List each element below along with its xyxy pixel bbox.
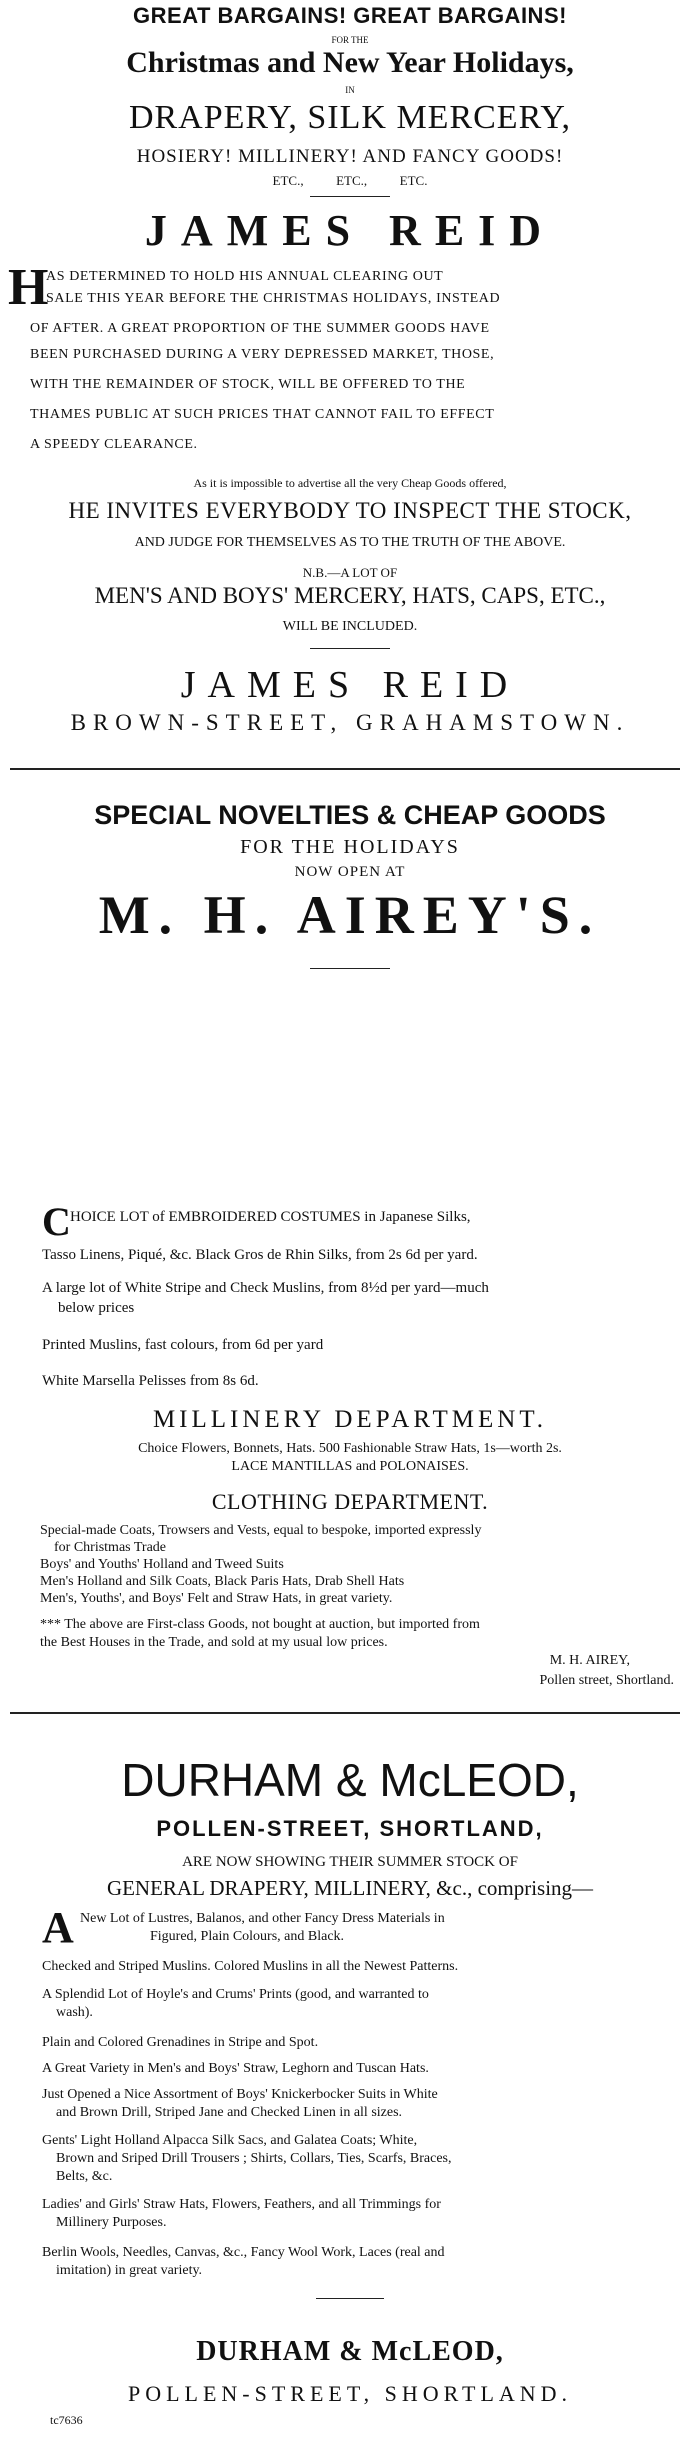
ad3-dropcap: A — [42, 1903, 74, 1952]
ad3-sign-name: DURHAM & McLEOD, — [196, 2336, 504, 2367]
ad2-for-holidays: FOR THE HOLIDAYS — [240, 836, 460, 858]
ad3-general: GENERAL DRAPERY, MILLINERY, &c., comprising— — [106, 1876, 594, 1900]
ad1-short-rule — [310, 196, 390, 197]
ad-divider-2 — [10, 1712, 680, 1714]
ad3-item-line: Belts, &c. — [42, 2169, 113, 2184]
ad2-clothing-line: Men's Holland and Silk Coats, Black Paris Hats, Drab Shell Hats — [40, 1574, 405, 1589]
ad3-lustres-line: Figured, Plain Colours, and Black. — [150, 1929, 345, 1944]
ad2-muslins-line: below prices — [58, 1300, 135, 1316]
ad1-note-small: As it is impossible to advertise all the very Cheap Goods offered, — [193, 476, 507, 490]
ad1-category: DRAPERY, SILK MERCERY, — [128, 99, 572, 136]
ad2-clothing-line: Special-made Coats, Trowsers and Vests, equal to bespoke, imported expressly — [40, 1523, 482, 1538]
ad3-item-line: wash). — [42, 2005, 93, 2020]
ad2-sign-name: M. H. AIREY, — [549, 1653, 630, 1668]
ad2-note-line: *** The above are First-class Goods, not bought at auction, but imported from — [40, 1617, 480, 1632]
ad1-subcategory: HOSIERY! MILLINERY! AND FANCY GOODS! — [136, 146, 564, 167]
ad2-clothing-line: Men's, Youths', and Boys' Felt and Straw Hats, in great variety. — [40, 1591, 393, 1606]
ad2-choice-line: Tasso Linens, Piqué, &c. Black Gros de Rhin Silks, from 2s 6d per yard. — [42, 1247, 478, 1263]
ad1-invite: HE INVITES EVERYBODY TO INSPECT THE STOCK, — [68, 498, 632, 523]
ad3-item-line: and Brown Drill, Striped Jane and Checked Linen in all sizes. — [42, 2105, 403, 2120]
ad3-item-line: Ladies' and Girls' Straw Hats, Flowers, Feathers, and all Trimmings for — [42, 2197, 441, 2212]
ad1-body-line: AS DETERMINED TO HOLD HIS ANNUAL CLEARING OUT — [46, 269, 444, 284]
ad3-item-line: Checked and Striped Muslins. Colored Muslins in all the Newest Patterns. — [42, 1959, 459, 1974]
ad1-body-line: WITH THE REMAINDER OF STOCK, WILL BE OFFERED TO THE — [30, 377, 466, 392]
ad1-dropcap: H — [8, 259, 49, 316]
ad1-body-line: OF AFTER. A GREAT PROPORTION OF THE SUMMER GOODS HAVE — [30, 321, 490, 336]
ad2-short-rule — [310, 968, 390, 969]
ad3-item-line: Plain and Colored Grenadines in Stripe and Spot. — [42, 2035, 319, 2050]
ad2-clothing-heading: CLOTHING DEPARTMENT. — [211, 1489, 489, 1514]
ad1-body-line: BEEN PURCHASED DURING A VERY DEPRESSED MARKET, THOSE, — [30, 347, 495, 362]
ad3-merchant: DURHAM & McLEOD, — [121, 1754, 579, 1806]
ad3-sign-address: POLLEN-STREET, SHORTLAND. — [127, 2381, 573, 2406]
ad1-sign-name: JAMES REID — [180, 664, 520, 706]
ad3-item-line: A Great Variety in Men's and Boys' Straw, Leghorn and Tuscan Hats. — [42, 2061, 429, 2076]
ad1-sign-address: BROWN-STREET, GRAHAMSTOWN. — [70, 710, 630, 735]
ad2-headline: SPECIAL NOVELTIES & CHEAP GOODS — [94, 800, 606, 830]
ad3-item-line: Just Opened a Nice Assortment of Boys' Knickerbocker Suits in White — [42, 2087, 438, 2102]
ad3-code: tc7636 — [50, 2413, 83, 2427]
ad1-headline: GREAT BARGAINS! GREAT BARGAINS! — [133, 3, 567, 28]
ad3-short-rule — [316, 2298, 384, 2299]
ad2-note-line: the Best Houses in the Trade, and sold at my usual low prices. — [40, 1635, 388, 1650]
ad2-millinery-line: LACE MANTILLAS and POLONAISES. — [231, 1459, 469, 1474]
ad2-pelisses: White Marsella Pelisses from 8s 6d. — [42, 1373, 259, 1389]
ad1-included: WILL BE INCLUDED. — [282, 619, 418, 634]
ad2-millinery-line: Choice Flowers, Bonnets, Hats. 500 Fashionable Straw Hats, 1s—worth 2s. — [138, 1441, 562, 1456]
ad3-item-line: Millinery Purposes. — [42, 2215, 167, 2230]
ad-divider — [10, 768, 680, 770]
ad2-choice-line: HOICE LOT of EMBROIDERED COSTUMES in Japanese Silks, — [70, 1209, 471, 1225]
ad2-now-open: NOW OPEN AT — [294, 864, 406, 880]
ad3-item-line: Berlin Wools, Needles, Canvas, &c., Fancy Wool Work, Laces (real and — [42, 2245, 445, 2260]
ad2-sign-address: Pollen street, Shortland. — [539, 1673, 674, 1688]
ad1-body-line: THAMES PUBLIC AT SUCH PRICES THAT CANNOT FAIL TO EFFECT — [30, 407, 495, 422]
ad2-dropcap: C — [42, 1199, 71, 1244]
ad1-etc: ETC., ETC., ETC. — [272, 173, 428, 188]
ad1-merchant: JAMES REID — [144, 206, 556, 255]
ad3-item-line: A Splendid Lot of Hoyle's and Crums' Prints (good, and warranted to — [42, 1987, 429, 2002]
ad3-lustres-line: New Lot of Lustres, Balanos, and other Fancy Dress Materials in — [80, 1911, 445, 1926]
ad1-judge: AND JUDGE FOR THEMSELVES AS TO THE TRUTH OF THE ABOVE. — [134, 535, 566, 550]
ad1-short-rule-2 — [310, 648, 390, 649]
ad3-item-line: Gents' Light Holland Alpacca Silk Sacs, and Galatea Coats; White, — [42, 2133, 418, 2148]
ad2-printed: Printed Muslins, fast colours, from 6d per yard — [42, 1337, 324, 1353]
ad2-millinery-heading: MILLINERY DEPARTMENT. — [152, 1406, 548, 1433]
ad2-merchant: M. H. AIREY'S. — [98, 885, 602, 945]
ad3-item-line: imitation) in great variety. — [42, 2263, 203, 2278]
ad1-occasion: Christmas and New Year Holidays, — [126, 46, 574, 79]
ad3-item-line: Brown and Sriped Drill Trousers ; Shirts, Collars, Ties, Scarfs, Braces, — [42, 2151, 452, 2166]
ad2-clothing-line: Boys' and Youths' Holland and Tweed Suits — [40, 1557, 284, 1572]
ad2-muslins-line: A large lot of White Stripe and Check Muslins, from 8½d per yard—much — [42, 1280, 489, 1296]
ad3-showing: ARE NOW SHOWING THEIR SUMMER STOCK OF — [182, 1854, 518, 1870]
ad1-in: IN — [345, 85, 355, 95]
ad3-street: POLLEN-STREET, SHORTLAND, — [156, 1816, 544, 1841]
ad1-body-line: A SPEEDY CLEARANCE. — [30, 437, 198, 452]
ad1-for-the: FOR THE — [331, 35, 369, 45]
ad1-mens: MEN'S AND BOYS' MERCERY, HATS, CAPS, ETC., — [94, 583, 606, 608]
ad1-body-line: SALE THIS YEAR BEFORE THE CHRISTMAS HOLIDAYS, INSTEAD — [46, 291, 501, 306]
ad2-clothing-line: for Christmas Trade — [40, 1540, 166, 1555]
ad1-nb: N.B.—A LOT OF — [302, 565, 398, 580]
